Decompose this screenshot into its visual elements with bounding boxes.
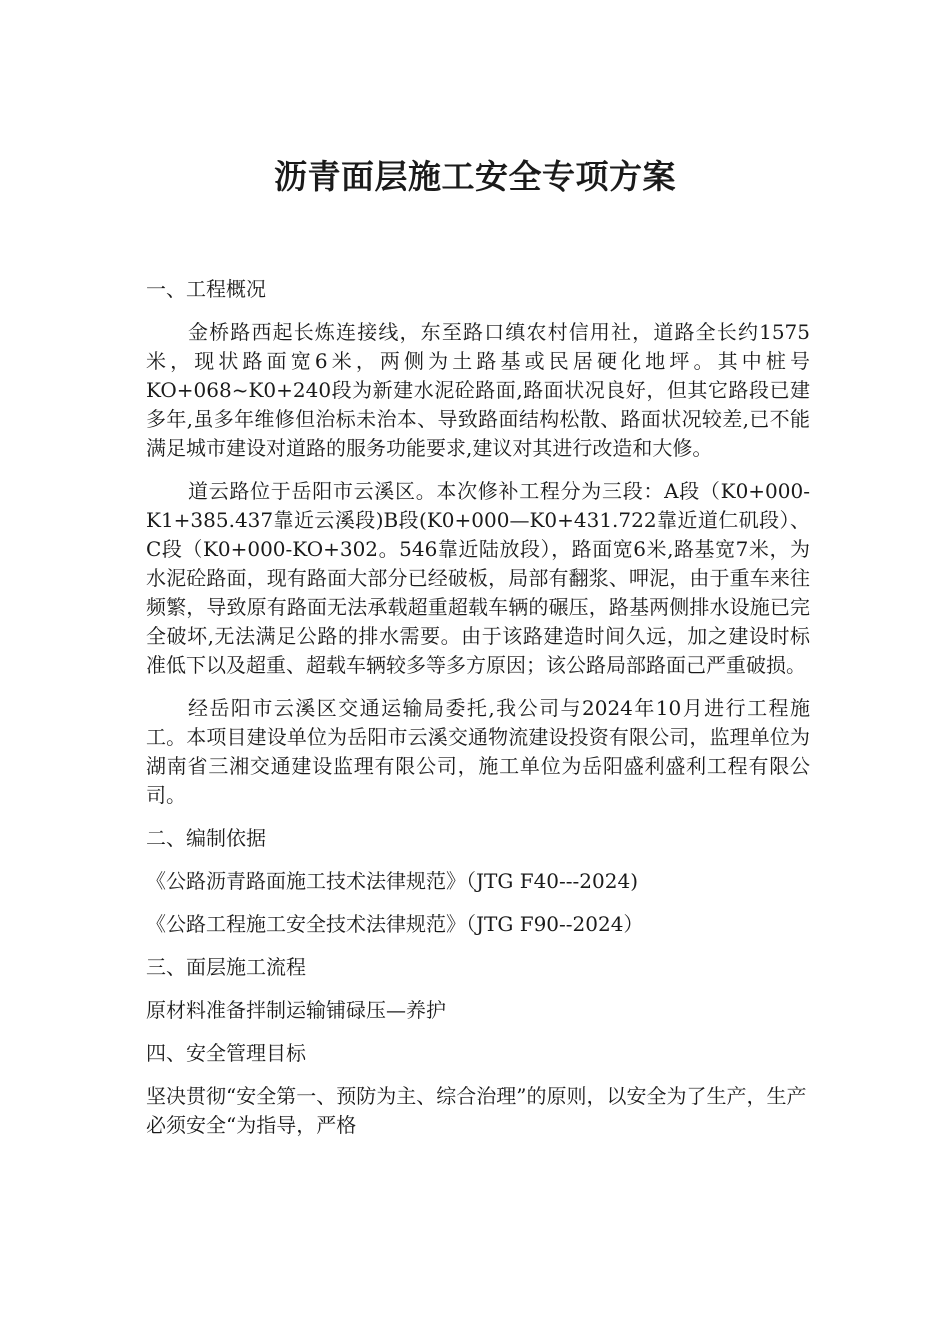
paragraph-overview-2: 道云路位于岳阳市云溪区。本次修补工程分为三段：A段（K0+000-K1+385.437靠近云溪段)B段(K0+000—K0+431.722靠近道仁矶段）、C段（K0+000-KO+302。546靠近陆放段），路面宽6米,路基宽7米，为水泥砼路面，现有路面大部分已经破板，局部有翻浆、呷泥，由于重车来往频繁，导致原有路面无法承载超重超载车辆的碾压，路基两侧排水设施已完全破坏,无法满足公路的排水需要。由于该路建造时间久远，加之建设时标准低下以及超重、超载车辆较多等多方原因；该公路局部路面己严重破损。 [146,479,810,677]
paragraph-overview-3: 经岳阳市云溪区交通运输局委托,我公司与2024年10月进行工程施工。本项目建设单位为岳阳市云溪交通物流建设投资有限公司，监理单位为湖南省三湘交通建设监理有限公司，施工单位为岳阳盛利盛利工程有限公司。 [146,696,810,807]
safety-goals-text: 坚决贯彻“安全第一、预防为主、综合治理”的原则，以安全为了生产，生产必须安全“为指导，严格 [146,1084,807,1137]
document-title: 沥青面层施工安全专项方案 [274,157,676,196]
paragraph-overview-1: 金桥路西起长炼连接线，东至路口缜农村信用社，道路全长约1575米，现状路面宽6米，两侧为土路基或民居硬化地坪。其中桩号KO+068~K0+240段为新建水泥砼路面,路面状况良好，但其它路段已建多年,虽多年维修但治标未治本、导致路面结构松散、路面状况较差,已不能满足城市建设对道路的服务功能要求,建议对其进行改造和大修。 [146,320,810,460]
reference-item: 《公路沥青路面施工技术法律规范》（JTG F40---2024) [146,869,638,893]
section-heading-safety-goals: 四、安全管理目标 [146,1041,306,1065]
section-heading-basis: 二、编制依据 [146,826,266,850]
reference-item: 《公路工程施工安全技术法律规范》（JTG F90--2024） [146,912,644,936]
document-body [146,275,810,1154]
section-heading-overview: 一、工程概况 [146,277,266,301]
section-heading-process: 三、面层施工流程 [146,955,306,979]
process-text: 原材料准备拌制运输铺碌压—养护 [146,998,446,1022]
